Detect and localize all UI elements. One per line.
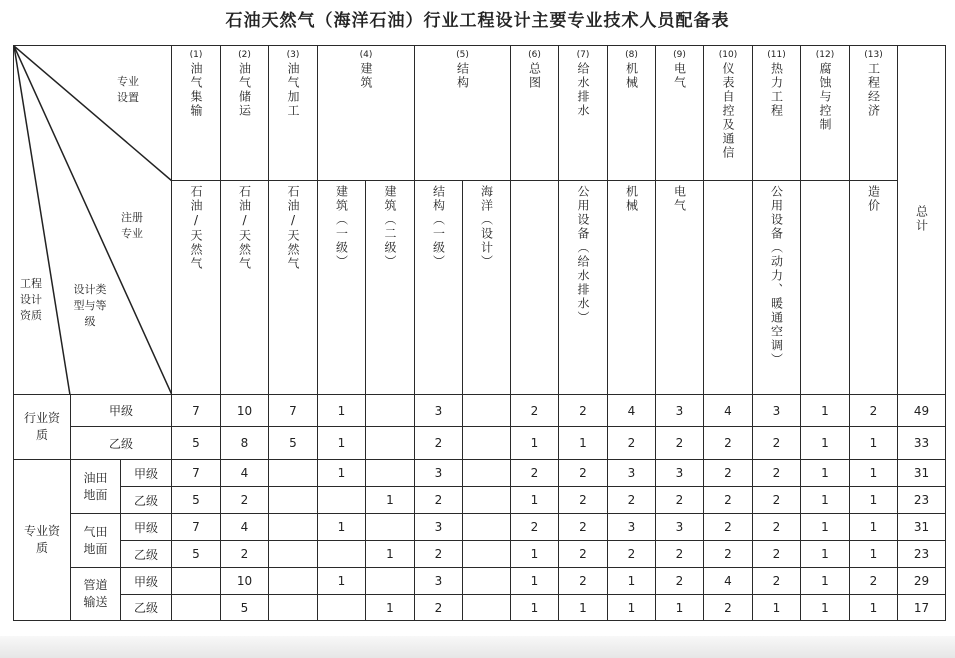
- value-cell: 1: [801, 487, 850, 514]
- subgroup-label: 气田地面: [71, 514, 121, 568]
- grade-cell: 甲级: [121, 460, 172, 487]
- value-cell: 10: [221, 395, 269, 427]
- value-cell: [366, 427, 415, 460]
- value-cell: 3: [753, 395, 801, 427]
- value-cell: 5: [221, 595, 269, 621]
- value-cell: 1: [318, 395, 366, 427]
- value-cell: 7: [172, 395, 221, 427]
- registered-specialty-cell: [850, 181, 898, 395]
- value-cell: 2: [753, 460, 801, 487]
- value-cell: 2: [656, 427, 704, 460]
- registered-specialty-cell: [559, 181, 608, 395]
- registered-specialty-cell: [172, 181, 221, 395]
- value-cell: [318, 541, 366, 568]
- value-cell: [366, 514, 415, 541]
- value-cell: [366, 395, 415, 427]
- specialty-name: 油气加工: [286, 62, 300, 118]
- table-row: [14, 427, 946, 460]
- specialty-header-4: [318, 46, 415, 181]
- value-cell: 1: [511, 595, 559, 621]
- value-cell: 1: [366, 487, 415, 514]
- bottom-bar: [0, 636, 955, 658]
- grade-cell: 乙级: [121, 541, 172, 568]
- value-cell: 2: [656, 568, 704, 595]
- value-cell: 2: [511, 395, 559, 427]
- group-label: 专业资质: [14, 460, 71, 621]
- specialty-header-12: [801, 46, 850, 181]
- registered-specialty-name: 石油/天然气: [286, 185, 300, 271]
- specialty-header-11: [753, 46, 801, 181]
- value-cell: 2: [753, 514, 801, 541]
- value-cell: 2: [221, 541, 269, 568]
- table-row: [14, 595, 946, 621]
- specialty-number: (6): [528, 50, 541, 60]
- specialty-name: 油气集输: [189, 62, 203, 118]
- registered-specialty-cell: [704, 181, 753, 395]
- value-cell: [463, 395, 511, 427]
- value-cell: 2: [704, 460, 753, 487]
- grade-cell: 甲级: [121, 568, 172, 595]
- total-cell: 29: [898, 568, 946, 595]
- total-cell: 23: [898, 541, 946, 568]
- value-cell: 2: [559, 568, 608, 595]
- value-cell: 2: [608, 427, 656, 460]
- value-cell: 2: [559, 395, 608, 427]
- grade-cell: 甲级: [71, 395, 172, 427]
- value-cell: 1: [801, 541, 850, 568]
- value-cell: 1: [801, 568, 850, 595]
- grade-cell: 甲级: [121, 514, 172, 541]
- value-cell: [269, 595, 318, 621]
- value-cell: 1: [801, 427, 850, 460]
- specialty-name: 结构: [455, 62, 470, 90]
- value-cell: [463, 460, 511, 487]
- value-cell: 1: [318, 568, 366, 595]
- value-cell: 4: [608, 395, 656, 427]
- value-cell: [463, 487, 511, 514]
- table-row: [14, 568, 946, 595]
- specialty-name: 腐蚀与控制: [818, 62, 832, 132]
- value-cell: 1: [801, 514, 850, 541]
- value-cell: 2: [753, 541, 801, 568]
- value-cell: 1: [850, 595, 898, 621]
- staffing-table: [13, 45, 946, 621]
- value-cell: 1: [801, 395, 850, 427]
- value-cell: [463, 568, 511, 595]
- value-cell: [463, 541, 511, 568]
- specialty-number: (2): [238, 50, 251, 60]
- specialty-header-10: [704, 46, 753, 181]
- value-cell: 1: [850, 427, 898, 460]
- value-cell: 1: [801, 460, 850, 487]
- group-label: 行业资质: [14, 395, 71, 460]
- specialty-number: (12): [815, 50, 835, 60]
- value-cell: [318, 595, 366, 621]
- value-cell: 1: [801, 595, 850, 621]
- value-cell: 2: [511, 514, 559, 541]
- value-cell: 2: [559, 541, 608, 568]
- value-cell: 1: [850, 514, 898, 541]
- specialty-name: 给水排水: [576, 62, 590, 118]
- value-cell: 2: [415, 487, 463, 514]
- value-cell: 2: [608, 487, 656, 514]
- value-cell: 1: [753, 595, 801, 621]
- value-cell: 2: [415, 541, 463, 568]
- value-cell: 2: [656, 541, 704, 568]
- value-cell: [366, 460, 415, 487]
- specialty-header-7: [559, 46, 608, 181]
- specialty-number: (7): [576, 50, 590, 60]
- grade-cell: 乙级: [121, 595, 172, 621]
- specialty-setting-label: 专业设置: [117, 75, 139, 104]
- value-cell: 1: [850, 541, 898, 568]
- value-cell: 1: [608, 568, 656, 595]
- value-cell: 2: [704, 514, 753, 541]
- subgroup-label: 管道输送: [71, 568, 121, 621]
- value-cell: 2: [415, 595, 463, 621]
- total-label: 总计: [914, 204, 929, 233]
- value-cell: 1: [318, 460, 366, 487]
- value-cell: 3: [656, 460, 704, 487]
- registered-specialty-name: 建筑（一级）: [334, 185, 349, 269]
- total-cell: 23: [898, 487, 946, 514]
- value-cell: [269, 541, 318, 568]
- value-cell: 1: [318, 427, 366, 460]
- value-cell: [172, 568, 221, 595]
- value-cell: 3: [608, 460, 656, 487]
- specialty-name: 工程经济: [866, 62, 881, 118]
- value-cell: 7: [269, 395, 318, 427]
- specialty-number: (11): [767, 50, 786, 60]
- value-cell: [318, 487, 366, 514]
- value-cell: 2: [559, 460, 608, 487]
- registered-specialty-cell: [608, 181, 656, 395]
- specialty-number: (1): [189, 50, 203, 60]
- value-cell: 1: [366, 595, 415, 621]
- value-cell: 2: [415, 427, 463, 460]
- specialty-header-2: [221, 46, 269, 181]
- total-cell: 31: [898, 460, 946, 487]
- total-cell: 33: [898, 427, 946, 460]
- value-cell: 5: [172, 427, 221, 460]
- qualification-label: 工程设计资质: [20, 277, 42, 322]
- value-cell: 1: [511, 541, 559, 568]
- registered-specialty-cell: [415, 181, 463, 395]
- corner-diagonal-cell: [14, 46, 172, 395]
- specialty-header-3: [269, 46, 318, 181]
- value-cell: 3: [415, 395, 463, 427]
- specialty-number: (3): [286, 50, 300, 60]
- value-cell: 1: [656, 595, 704, 621]
- value-cell: 2: [704, 595, 753, 621]
- specialty-number: (10): [718, 50, 738, 60]
- value-cell: 4: [704, 568, 753, 595]
- table-row: [14, 514, 946, 541]
- registered-specialty-cell: [801, 181, 850, 395]
- specialty-header-6: [511, 46, 559, 181]
- registered-specialty-cell: [366, 181, 415, 395]
- value-cell: 2: [559, 487, 608, 514]
- registered-specialty-name: 电气: [672, 185, 687, 213]
- value-cell: 3: [656, 514, 704, 541]
- value-cell: 2: [511, 460, 559, 487]
- value-cell: 3: [608, 514, 656, 541]
- table-row: [14, 395, 946, 427]
- value-cell: 1: [559, 595, 608, 621]
- specialty-name: 建筑: [359, 62, 373, 90]
- value-cell: 2: [753, 568, 801, 595]
- registered-specialty-name: 结构（一级）: [431, 185, 446, 269]
- diagonal-lines: [14, 46, 172, 395]
- value-cell: 2: [559, 514, 608, 541]
- specialty-number: (13): [864, 50, 883, 60]
- value-cell: 3: [415, 460, 463, 487]
- registered-specialty-label: 注册专业: [121, 211, 143, 240]
- value-cell: 2: [704, 487, 753, 514]
- specialty-name: 机械: [624, 62, 639, 90]
- specialty-header-5: [415, 46, 511, 181]
- registered-specialty-cell: [753, 181, 801, 395]
- specialty-header-1: [172, 46, 221, 181]
- value-cell: [269, 568, 318, 595]
- value-cell: [269, 514, 318, 541]
- registered-specialty-name: 机械: [624, 185, 639, 213]
- registered-specialty-name: 建筑（二级）: [383, 185, 397, 269]
- value-cell: 1: [511, 487, 559, 514]
- value-cell: [463, 514, 511, 541]
- registered-specialty-cell: [318, 181, 366, 395]
- registered-specialty-cell: [269, 181, 318, 395]
- specialty-header-9: [656, 46, 704, 181]
- page-title: 石油天然气（海洋石油）行业工程设计主要专业技术人员配备表: [225, 11, 730, 31]
- total-cell: 17: [898, 595, 946, 621]
- value-cell: [269, 460, 318, 487]
- registered-specialty-name: 公用设备（给水排水）: [576, 185, 590, 325]
- specialty-number: (8): [625, 50, 638, 60]
- value-cell: 4: [221, 460, 269, 487]
- value-cell: 8: [221, 427, 269, 460]
- value-cell: 1: [850, 487, 898, 514]
- value-cell: 1: [366, 541, 415, 568]
- specialty-number: (5): [456, 50, 469, 60]
- value-cell: 5: [172, 541, 221, 568]
- registered-specialty-name: 造价: [866, 185, 881, 213]
- value-cell: 2: [656, 487, 704, 514]
- specialty-number: (4): [359, 50, 373, 60]
- specialty-name: 油气储运: [237, 62, 252, 118]
- registered-specialty-name: 海洋（设计）: [479, 185, 494, 269]
- value-cell: 3: [415, 568, 463, 595]
- specialty-name: 电气: [672, 62, 687, 90]
- value-cell: 2: [704, 427, 753, 460]
- value-cell: 3: [415, 514, 463, 541]
- value-cell: 2: [850, 568, 898, 595]
- total-header: [898, 46, 946, 395]
- specialty-name: 仪表自控及通信: [721, 62, 735, 160]
- value-cell: 2: [850, 395, 898, 427]
- value-cell: [269, 487, 318, 514]
- registered-specialty-cell: [656, 181, 704, 395]
- value-cell: 1: [559, 427, 608, 460]
- value-cell: 4: [704, 395, 753, 427]
- table-row: [14, 541, 946, 568]
- registered-specialty-cell: [463, 181, 511, 395]
- table-row: [14, 460, 946, 487]
- specialty-number: (9): [673, 50, 686, 60]
- registered-specialty-name: 石油/天然气: [189, 185, 203, 271]
- value-cell: 2: [753, 487, 801, 514]
- value-cell: [463, 595, 511, 621]
- design-type-grade-label: 设计类型与等级: [73, 283, 107, 328]
- subgroup-label: 油田地面: [71, 460, 121, 514]
- registered-specialty-name: 石油/天然气: [237, 185, 252, 271]
- value-cell: 2: [608, 541, 656, 568]
- specialty-name: 热力工程: [769, 62, 784, 118]
- grade-cell: 乙级: [121, 487, 172, 514]
- specialty-header-8: [608, 46, 656, 181]
- specialty-name: 总图: [527, 62, 542, 90]
- value-cell: 3: [656, 395, 704, 427]
- value-cell: 1: [318, 514, 366, 541]
- value-cell: [463, 427, 511, 460]
- value-cell: 2: [753, 427, 801, 460]
- registered-specialty-cell: [221, 181, 269, 395]
- registered-specialty-cell: [511, 181, 559, 395]
- value-cell: 1: [850, 460, 898, 487]
- value-cell: 10: [221, 568, 269, 595]
- value-cell: 1: [511, 568, 559, 595]
- total-cell: 49: [898, 395, 946, 427]
- value-cell: 2: [221, 487, 269, 514]
- total-cell: 31: [898, 514, 946, 541]
- header-row-specialties: [14, 46, 946, 181]
- specialty-header-13: [850, 46, 898, 181]
- value-cell: 5: [269, 427, 318, 460]
- table-row: [14, 487, 946, 514]
- value-cell: 7: [172, 460, 221, 487]
- grade-cell: 乙级: [71, 427, 172, 460]
- table-body: [14, 395, 946, 621]
- value-cell: 1: [608, 595, 656, 621]
- value-cell: 4: [221, 514, 269, 541]
- registered-specialty-name: 公用设备（动力、暖通空调）: [769, 185, 784, 367]
- value-cell: [172, 595, 221, 621]
- value-cell: 7: [172, 514, 221, 541]
- value-cell: [366, 568, 415, 595]
- value-cell: 2: [704, 541, 753, 568]
- value-cell: 1: [511, 427, 559, 460]
- value-cell: 5: [172, 487, 221, 514]
